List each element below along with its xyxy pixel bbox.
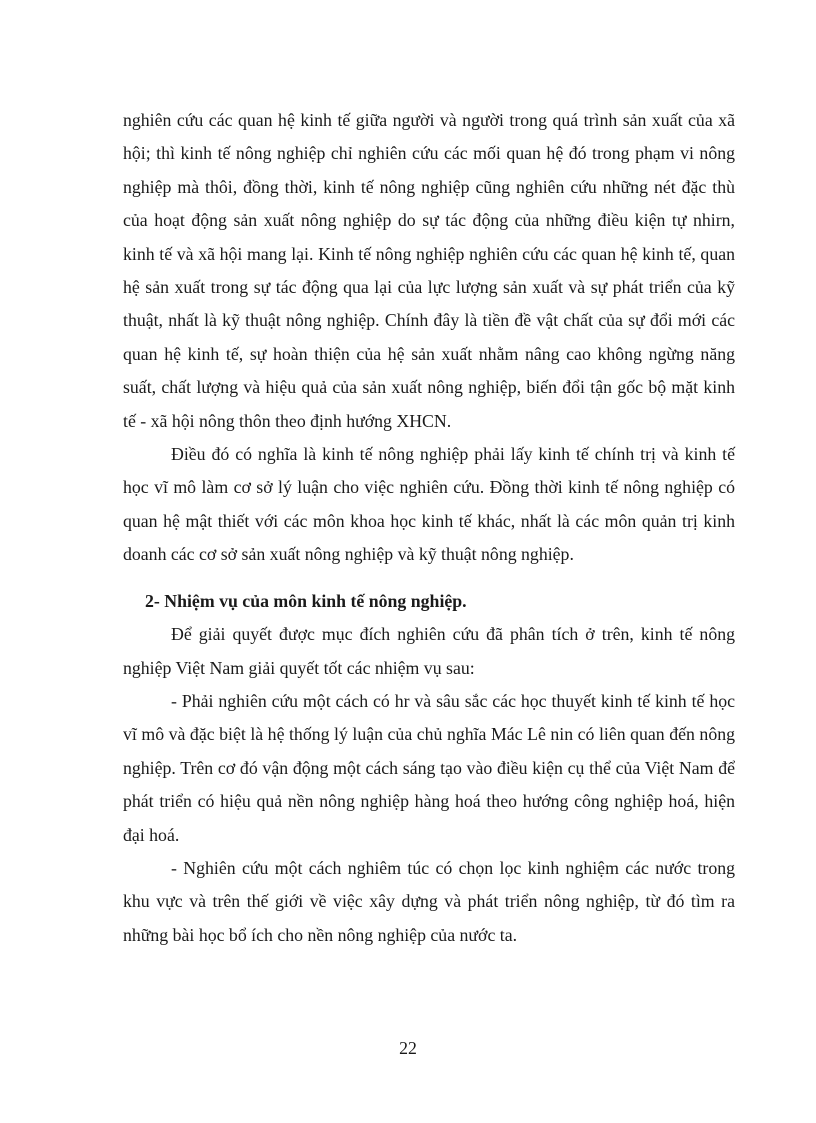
paragraph-task-two: - Nghiên cứu một cách nghiêm túc có chọn lọc kinh nghiệm các nước trong khu vực và trên thế giới về việc xây dựng và phát triển nông nghiệp, từ đó tìm ra những bài học bổ ích cho nền nông nghiệp của nước ta. [123,857,735,945]
page-number: 22 [399,1038,417,1058]
paragraph-theoretical-basis: Điều đó có nghĩa là kinh tế nông nghiệp phải lấy kinh tế chính trị và kinh tế học vĩ mô làm cơ sở lý luận cho việc nghiên cứu. Đồng thời kinh tế nông nghiệp có quan hệ mật thiết với các môn khoa học kinh tế khác, nhất là các môn quản trị kinh doanh các cơ sở sản xuất nông nghiệp và kỹ thuật nông nghiệp. [123,444,735,565]
paragraph-task-one: - Phải nghiên cứu một cách có hr và sâu sắc các học thuyết kinh tế kinh tế học vĩ mô và đặc biệt là hệ thống lý luận của chủ nghĩa Mác Lê nin có liên quan đến nông nghiệp. Trên cơ đó vận động một cách sáng tạo vào điều kiện cụ thể của Việt Nam để phát triển có hiệu quả nền nông nghiệp hàng hoá theo hướng công nghiệp hoá, hiện đại hoá. [123,690,735,845]
paragraph-continuation: nghiên cứu các quan hệ kinh tế giữa người và người trong quá trình sản xuất của xã hội; thì kinh tế nông nghiệp chỉ nghiên cứu các mối quan hệ đó trong phạm vi nông nghiệp mà thôi, đồng thời, kinh tế nông nghiệp cũng nghiên cứu những nét đặc thù của hoạt động sản xuất nông nghiệp do sự tác động của những điều kiện tự nhirn, kinh tế và xã hội mang lại. Kinh tế nông nghiệp nghiên cứu các quan hệ kinh tế, quan hệ sản xuất trong sự tác động qua lại của lực lượng sản xuất và sự phát triển của kỹ thuật, nhất là kỹ thuật nông nghiệp. Chính đây là tiền đề vật chất của sự đổi mới các quan hệ kinh tế, sự hoàn thiện của hệ sản xuất nhằm nâng cao không ngừng năng suất, chất lượng và hiệu quả của sản xuất nông nghiệp, biến đổi tận gốc bộ mặt kinh tế - xã hội nông thôn theo định hướng XHCN. [123,110,735,431]
page-body [123,104,735,952]
section-heading: 2- Nhiệm vụ của môn kinh tế nông nghiệp. [145,590,467,611]
paragraph-tasks-intro: Để giải quyết được mục đích nghiên cứu đã phân tích ở trên, kinh tế nông nghiệp Việt Nam giải quyết tốt các nhiệm vụ sau: [123,624,735,678]
